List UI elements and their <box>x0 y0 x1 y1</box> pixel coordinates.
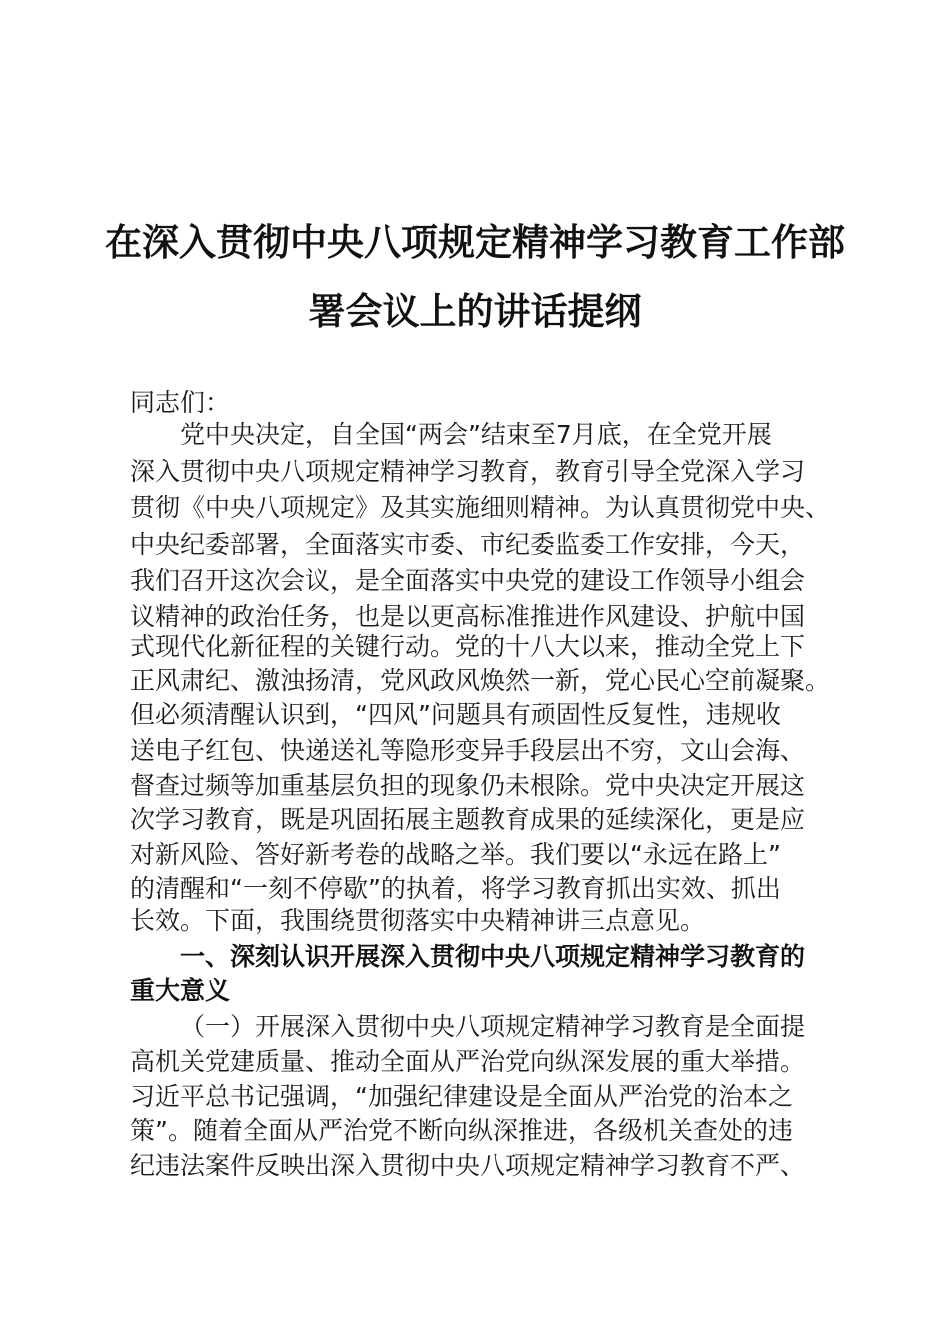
paragraph-1-line: 但必须清醒认识到，“四风”问题具有顽固性反复性，违规收 <box>130 700 781 729</box>
section-heading-line: 重大意义 <box>130 976 231 1005</box>
paragraph-1-line: 次学习教育，既是巩固拓展主题教育成果的延续深化，更是应 <box>130 805 806 834</box>
paragraph-1-line: 深入贯彻中央八项规定精神学习教育，教育引导全党深入学习 <box>130 457 806 486</box>
paragraph-1-line: 贯彻《中央八项规定》及其实施细则精神。为认真贯彻党中央、 <box>130 493 831 522</box>
paragraph-1-line: 督查过频等加重基层负担的现象仍未根除。党中央决定开展这 <box>130 771 806 800</box>
paragraph-1-line: 长效。下面，我围绕贯彻落实中央精神讲三点意见。 <box>130 906 706 935</box>
section-heading-line: 一、深刻认识开展深入贯彻中央八项规定精神学习教育的 <box>180 942 806 971</box>
paragraph-1-line: 党中央决定，自全国“两会”结束至7月底，在全党开展 <box>180 420 772 449</box>
paragraph-1-line: 对新风险、答好新考卷的战略之举。我们要以“永远在路上” <box>130 840 781 869</box>
paragraph-1-line: 正风肃纪、激浊扬清，党风政风焕然一新，党心民心空前凝聚。 <box>130 666 831 695</box>
salutation: 同志们： <box>130 388 231 417</box>
paragraph-1-line: 的清醒和“一刻不停歇”的执着，将学习教育抓出实效、抓出 <box>130 874 781 903</box>
paragraph-1-line: 中央纪委部署，全面落实市委、市纪委监委工作安排，今天， <box>130 530 806 559</box>
paragraph-2-line: 习近平总书记强调，“加强纪律建设是全面从严治党的治本之 <box>130 1082 793 1111</box>
paragraph-2-line: （一）开展深入贯彻中央八项规定精神学习教育是全面提 <box>180 1012 806 1041</box>
paragraph-1-line: 式现代化新征程的关键行动。党的十八大以来，推动全党上下 <box>130 632 806 661</box>
paragraph-1-line: 我们召开这次会议，是全面落实中央党的建设工作领导小组会 <box>130 566 806 595</box>
document-title-line-1: 在深入贯彻中央八项规定精神学习教育工作部 <box>105 220 845 264</box>
document-title-line-2: 署会议上的讲话提纲 <box>308 289 642 333</box>
paragraph-1-line: 议精神的政治任务，也是以更高标准推进作风建设、护航中国 <box>130 602 806 631</box>
paragraph-2-line: 策”。随着全面从严治党不断向纵深推进，各级机关查处的违 <box>130 1116 793 1145</box>
paragraph-1-line: 送电子红包、快递送礼等隐形变异手段层出不穷，文山会海、 <box>130 736 806 765</box>
paragraph-2-line: 纪违法案件反映出深入贯彻中央八项规定精神学习教育不严、 <box>130 1151 806 1180</box>
paragraph-2-line: 高机关党建质量、推动全面从严治党向纵深发展的重大举措。 <box>130 1047 806 1076</box>
